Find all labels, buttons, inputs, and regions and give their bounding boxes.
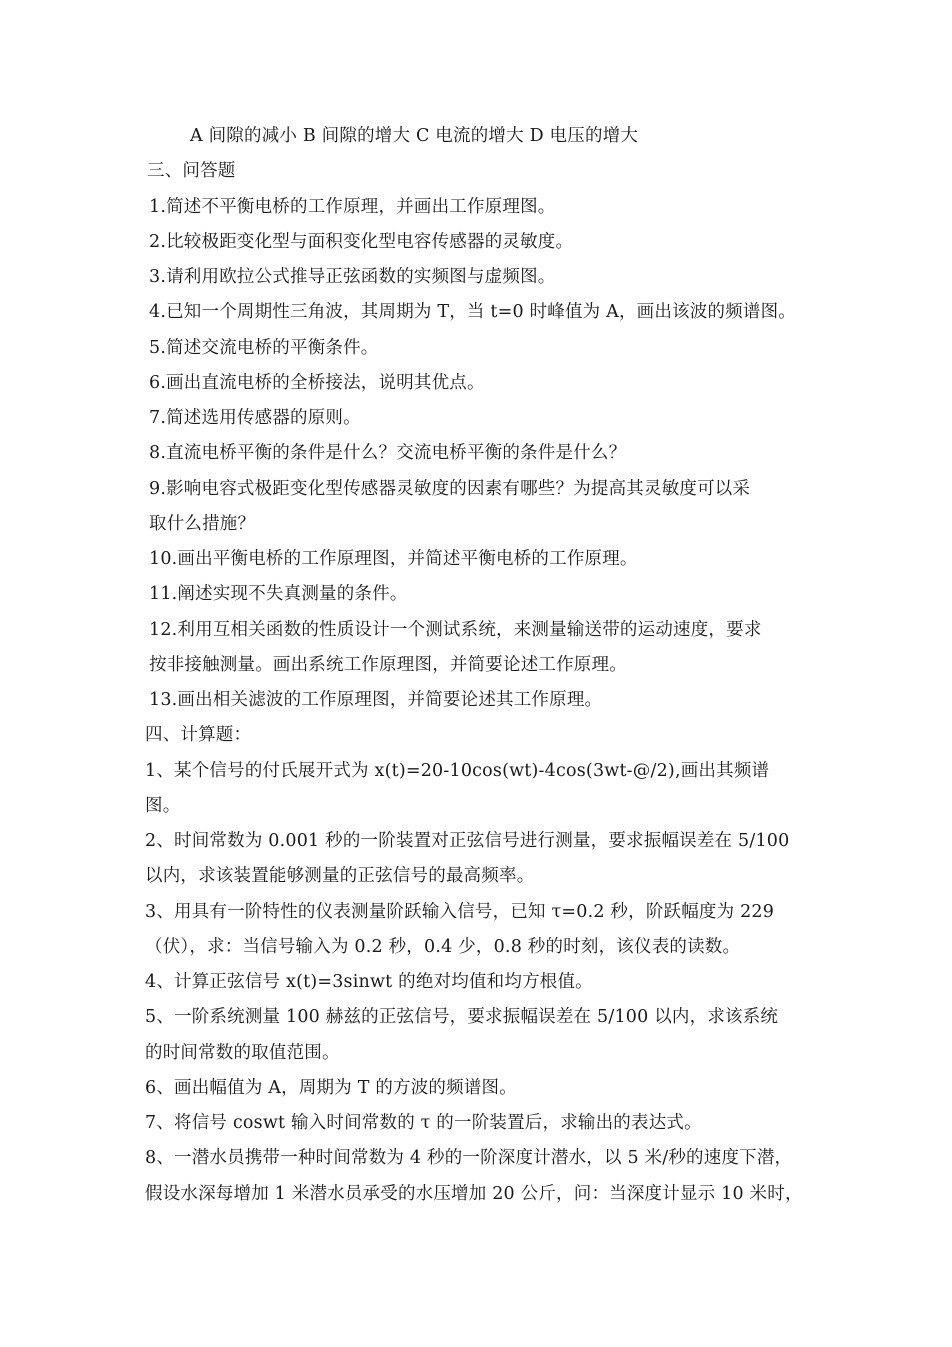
question-11: 11.阐述实现不失真测量的条件。	[149, 584, 408, 604]
question-8: 8.直流电桥平衡的条件是什么？交流电桥平衡的条件是什么？	[149, 443, 627, 463]
question-13: 13.画出相关滤波的工作原理图，并简要论述其工作原理。	[149, 690, 603, 710]
question-3: 3.请利用欧拉公式推导正弦函数的实频图与虚频图。	[149, 267, 556, 287]
question-7: 7.简述选用传感器的原则。	[149, 408, 361, 428]
calc-5-line1: 5、一阶系统测量 100 赫兹的正弦信号，要求振幅误差在 5/100 以内，求该系统	[145, 1007, 779, 1027]
choice-options: A 间隙的减小 B 间隙的增大 C 电流的增大 D 电压的增大	[190, 126, 639, 146]
calc-3-line1: 3、用具有一阶特性的仪表测量阶跃输入信号，已知 τ=0.2 秒，阶跃幅度为 229	[145, 902, 775, 922]
calc-5-line2: 的时间常数的取值范围。	[145, 1043, 340, 1063]
question-9-line2: 取什么措施？	[149, 514, 256, 534]
calc-8-line1: 8、一潜水员携带一种时间常数为 4 秒的一阶深度计潜水，以 5 米/秒的速度下潜，	[145, 1148, 793, 1168]
question-9-line1: 9.影响电容式极距变化型传感器灵敏度的因素有哪些？为提高其灵敏度可以采	[149, 479, 751, 499]
question-12-line2: 按非接触测量。画出系统工作原理图，并简要论述工作原理。	[149, 655, 627, 675]
question-6: 6.画出直流电桥的全桥接法，说明其优点。	[149, 373, 485, 393]
calc-1-line1: 1、某个信号的付氏展开式为 x(t)=20-10cos(wt)-4cos(3wt-@/2),画出其频谱	[145, 761, 770, 781]
question-2: 2.比较极距变化型与面积变化型电容传感器的灵敏度。	[149, 232, 574, 252]
calc-6: 6、画出幅值为 A，周期为 T 的方波的频谱图。	[145, 1078, 517, 1098]
question-12-line1: 12.利用互相关函数的性质设计一个测试系统，来测量输送带的运动速度，要求	[149, 620, 762, 640]
calc-8-line2: 假设水深每增加 1 米潜水员承受的水压增加 20 公斤，问：当深度计显示 10 米时，	[145, 1184, 803, 1204]
calc-2-line2: 以内，求该装置能够测量的正弦信号的最高频率。	[145, 866, 535, 886]
question-4: 4.已知一个周期性三角波，其周期为 T，当 t=0 时峰值为 A，画出该波的频谱图。	[149, 302, 796, 322]
question-5: 5.简述交流电桥的平衡条件。	[149, 338, 379, 358]
section-heading-calc: 四、计算题：	[145, 725, 252, 745]
calc-7: 7、将信号 coswt 输入时间常数的 τ 的一阶装置后，求输出的表达式。	[145, 1113, 702, 1133]
question-1: 1.简述不平衡电桥的工作原理，并画出工作原理图。	[149, 197, 556, 217]
section-heading-qa: 三、问答题	[147, 161, 236, 181]
calc-2-line1: 2、时间常数为 0.001 秒的一阶装置对正弦信号进行测量，要求振幅误差在 5/100	[145, 831, 790, 851]
question-10: 10.画出平衡电桥的工作原理图，并简述平衡电桥的工作原理。	[149, 549, 638, 569]
calc-3-line2: （伏），求：当信号输入为 0.2 秒，0.4 少，0.8 秒的时刻，该仪表的读数。	[145, 937, 741, 957]
calc-4: 4、计算正弦信号 x(t)=3sinwt 的绝对均值和均方根值。	[145, 972, 593, 992]
calc-1-line2: 图。	[145, 796, 181, 816]
